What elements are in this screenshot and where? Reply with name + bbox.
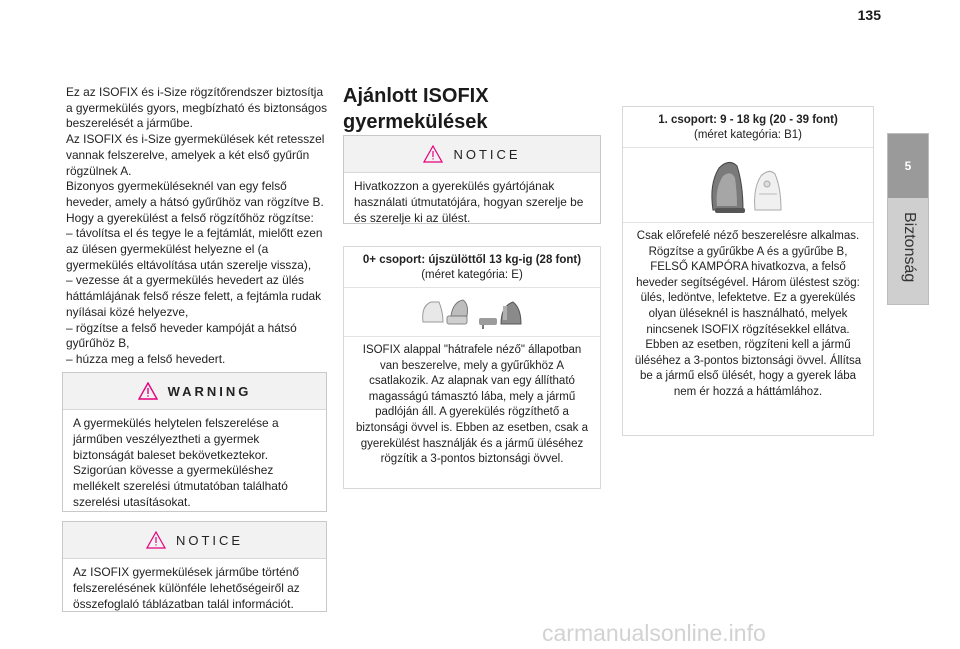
intro-step: – rögzítse a felső heveder kampóját a hátsó gyűrűhöz B, [66, 320, 297, 351]
section-title [343, 83, 593, 135]
forward-facing-seat-illustration [703, 154, 793, 216]
notice-text: Az ISOFIX gyermekülések járműbe történő felszerelésének különféle lehetőségeiről az összefoglaló táblázatban talál információt. [73, 565, 300, 611]
section-title-line: gyermekülések [343, 111, 488, 133]
child-seat-image [344, 287, 600, 337]
notice-header-2 [344, 136, 600, 173]
section-title-line: Ajánlott ISOFIX [343, 85, 489, 107]
seat-card-group1 [622, 106, 874, 436]
warning-box [62, 372, 327, 512]
card-heading [344, 247, 600, 287]
notice-title: NOTICE [175, 532, 244, 548]
chapter-label: Biztonság [901, 212, 918, 283]
card-group-title: 1. csoport: 9 - 18 kg (20 - 39 font) [658, 114, 838, 126]
intro-step: – vezesse át a gyermekülés hevedert az ülés háttámlájának felső része felett, a fejtámla rudak nyílásai közé helyezve, [66, 273, 322, 319]
warning-triangle-icon [138, 382, 158, 400]
watermark-text: carmanualsonline.info [542, 620, 766, 646]
notice-box-2 [343, 135, 601, 224]
warning-text: A gyermekülés helytelen felszerelése a járműben veszélyeztheti a gyermek biztonságát baleset bekövetkeztekor. Szigorúan kövesse a gyermeküléshez mellékelt szerelési útmutatóban található szerelési utasításokat. [73, 416, 288, 509]
warning-title: WARNING [167, 383, 252, 399]
intro-paragraph: Hogy a gyerekülést a felső rögzítőhöz rögzítse: [66, 210, 314, 225]
card-heading [623, 107, 873, 147]
page-number: 135 [857, 7, 881, 23]
notice-box [62, 521, 327, 612]
chapter-number: 5 [888, 134, 928, 198]
intro-step: – húzza meg a felső hevedert. [66, 351, 226, 366]
child-seat-image [623, 147, 873, 223]
warning-header [63, 373, 326, 410]
notice-text-2: Hivatkozzon a gyerekülés gyártójának használati útmutatójára, hogyan szerelje be és szerelje ki az ülést. [354, 179, 584, 225]
rear-facing-seat-illustration [417, 294, 527, 330]
intro-paragraph: Ez az ISOFIX és i-Size rögzítőrendszer biztosítja a gyermekülés gyors, megbízható és biztonságos beszerelését a járműbe. [66, 85, 328, 131]
intro-step: – távolítsa el és tegye le a fejtámlát, mielőtt ezen az ülésen gyermekülést helyezne el (a gyermekülés eltávolítása után szerelje vissza), [66, 226, 323, 272]
card-size-category: (méret kategória: B1) [693, 129, 802, 141]
seat-card-group0 [343, 246, 601, 489]
notice-title-2: NOTICE [453, 146, 521, 162]
chapter-tab[interactable] [887, 133, 929, 305]
notice-triangle-icon [146, 531, 166, 549]
intro-paragraph: Bizonyos gyermeküléseknél van egy felső heveder, amely a hátsó gyűrűhöz van rögzítve B. [66, 179, 324, 209]
card-group-title: 0+ csoport: újszülöttől 13 kg-ig (28 font) [362, 254, 582, 266]
notice-triangle-icon [423, 145, 443, 163]
card-size-category: (méret kategória: E) [421, 269, 523, 281]
intro-paragraph: Az ISOFIX és i-Size gyermekülések két retesszel vannak felszerelve, amelyek a két első gyűrűn rögzülnek A. [66, 132, 325, 178]
intro-text [66, 85, 328, 368]
card-description: ISOFIX alappal "hátrafele néző" állapotban van beszerelve, mely a gyűrűkhöz A csatlakozik. Az alapnak van egy állítható magasságú támasztó lába, mely a jármű padlóján áll. A gyerekülés rögzíthető a biztonsági övvel is. Ebben az esetben, csak a gyerekülést használják és a jármű üléséhez rögzítik a 3-pontos biztonsági övvel. [355, 344, 589, 466]
notice-header [63, 522, 326, 559]
card-description: Csak előrefelé néző beszerelésre alkalmas. Rögzítse a gyűrűkbe A és a gyűrűbe B, FELSŐ KAMPÓRA hivatkozva, a felső heveder segítségével. Három üléstest szög: ülés, ledöntve, lefektetve. Ez a gyerekülés olyan üléseknél is használható, melyek nincsenek ISOFIX rögzítésekkel ellátva. Ebben az esetben, rögzíteni kell a jármű üléséhez a 3-pontos biztonsági övvel. Állítsa be a jármű első ülését, hogy a gyerek lába nem ér hozzá a háttámlához. [634, 230, 862, 398]
